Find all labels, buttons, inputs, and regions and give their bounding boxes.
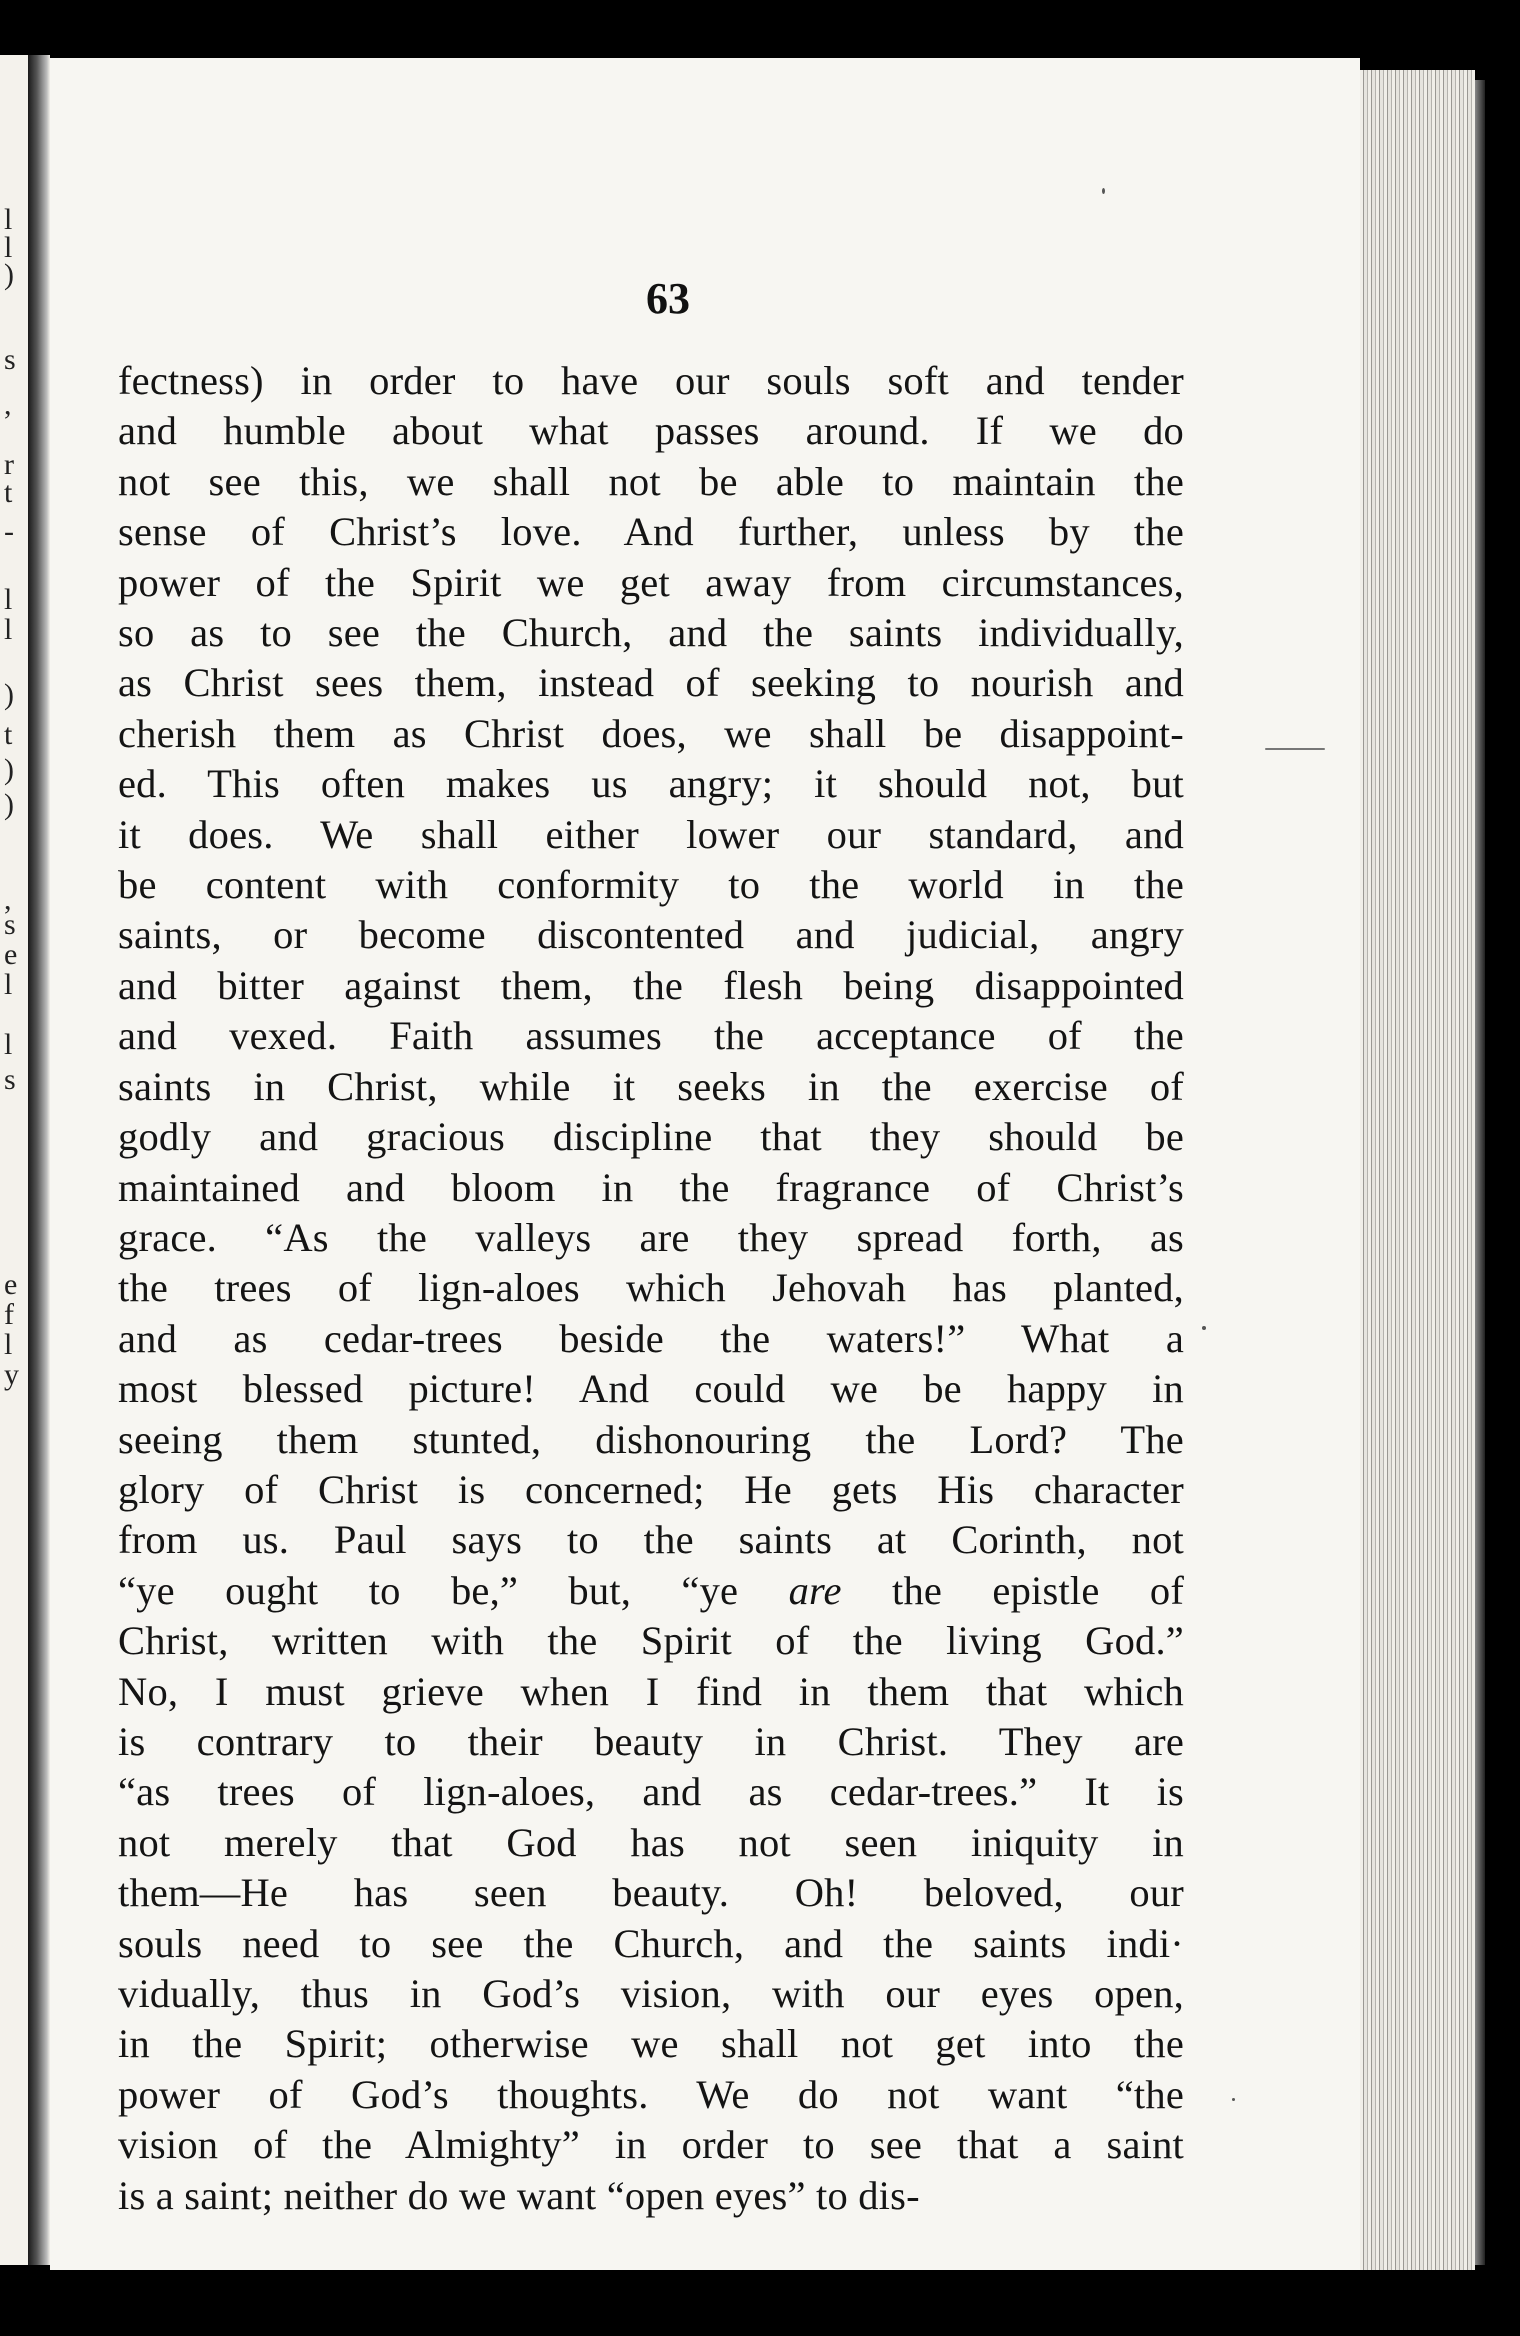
margin-fragment: ) [4, 258, 14, 291]
text-line: it does. We shall either lower our standard, and [118, 811, 1184, 857]
text-line: power of the Spirit we get away from circumstances, [118, 559, 1184, 605]
paper-speck [1232, 2098, 1235, 2101]
text-line: and bitter against them, the flesh being disappointed [118, 962, 1184, 1008]
text-line: ed. This often makes us angry; it should not, but [118, 761, 1184, 807]
paper-speck [1102, 188, 1105, 194]
text-line: most blessed picture! And could we be happy in [118, 1366, 1184, 1412]
book-gutter-shadow [28, 55, 50, 2265]
margin-fragment: l [4, 613, 13, 646]
margin-fragment: s [4, 908, 16, 941]
margin-fragment: y [4, 1358, 19, 1391]
text-line: sense of Christ’s love. And further, unless by the [118, 509, 1184, 555]
text-line: from us. Paul says to the saints at Corinth, not [118, 1517, 1184, 1563]
margin-fragment: ) [4, 678, 14, 711]
margin-fragment: r [4, 448, 14, 481]
text-line: and humble about what passes around. If we do [118, 408, 1184, 454]
text-line: be content with conformity to the world in the [118, 862, 1184, 908]
text-line: seeing them stunted, dishonouring the Lord? The [118, 1416, 1184, 1462]
margin-fragment: f [4, 1298, 14, 1331]
paper-mark [1265, 748, 1325, 750]
text-line: Christ, written with the Spirit of the living God.” [118, 1618, 1184, 1664]
margin-fragment: , [4, 883, 12, 916]
margin-fragment: l [4, 1328, 13, 1361]
margin-fragment: t [4, 476, 13, 509]
text-line: cherish them as Christ does, we shall be disappoint- [118, 710, 1184, 756]
margin-fragment: s [4, 343, 16, 376]
page-fore-edge [1360, 70, 1475, 2270]
text-line-with-italic [118, 1566, 1184, 1616]
text-line: the trees of lign-aloes which Jehovah has planted, [118, 1265, 1184, 1311]
body-paragraph [118, 356, 1184, 2221]
text-line: vision of the Almighty” in order to see that a saint [118, 2122, 1184, 2168]
text-line: in the Spirit; otherwise we shall not get into the [118, 2021, 1184, 2067]
margin-fragment: l [4, 968, 13, 1001]
text-line: and as cedar-trees beside the waters!” What a [118, 1315, 1184, 1361]
text-line: glory of Christ is concerned; He gets His character [118, 1466, 1184, 1512]
previous-page-edge [0, 55, 28, 2265]
italic-word: are [788, 1567, 842, 1613]
text-segment: “ye ought to be,” but, “ye [118, 1567, 789, 1613]
margin-fragment: ) [4, 788, 14, 821]
margin-fragment: e [4, 1268, 18, 1301]
text-line: and vexed. Faith assumes the acceptance of the [118, 1013, 1184, 1059]
text-line: them—He has seen beauty. Oh! beloved, our [118, 1870, 1184, 1916]
text-line: so as to see the Church, and the saints individually, [118, 610, 1184, 656]
margin-fragment: l [4, 583, 13, 616]
fore-edge-shadow [1475, 80, 1485, 2265]
margin-fragment: - [4, 515, 14, 548]
margin-fragment: t [4, 718, 13, 751]
margin-fragment: , [4, 388, 12, 421]
margin-fragment: e [4, 938, 18, 971]
text-line: saints in Christ, while it seeks in the exercise of [118, 1063, 1184, 1109]
text-line: as Christ sees them, instead of seeking to nourish and [118, 660, 1184, 706]
text-line: “as trees of lign-aloes, and as cedar-trees.” It is [118, 1769, 1184, 1815]
book-page [50, 58, 1360, 2270]
text-line: fectness) in order to have our souls soft and tender [118, 358, 1184, 403]
margin-fragment: l [4, 203, 13, 236]
text-line: saints, or become discontented and judicial, angry [118, 912, 1184, 958]
text-line: vidually, thus in God’s vision, with our eyes open, [118, 1971, 1184, 2016]
margin-fragment: s [4, 1063, 16, 1096]
text-line: grace. “As the valleys are they spread forth, as [118, 1214, 1184, 1260]
text-line: is contrary to their beauty in Christ. They are [118, 1718, 1184, 1764]
text-line: is a saint; neither do we want “open eyes” to dis- [118, 2172, 920, 2218]
text-line: power of God’s thoughts. We do not want “the [118, 2071, 1184, 2117]
page-number: 63 [646, 274, 690, 323]
margin-fragment: ) [4, 753, 14, 786]
text-line: not merely that God has not seen iniquity in [118, 1819, 1184, 1865]
margin-fragment: l [4, 231, 13, 264]
text-line: souls need to see the Church, and the saints indi· [118, 1920, 1184, 1966]
text-line: not see this, we shall not be able to maintain the [118, 458, 1184, 504]
text-line: No, I must grieve when I find in them that which [118, 1668, 1184, 1714]
text-line: godly and gracious discipline that they should be [118, 1114, 1184, 1160]
text-line: maintained and bloom in the fragrance of Christ’s [118, 1164, 1184, 1210]
margin-fragment: l [4, 1028, 13, 1061]
paper-speck [1202, 1326, 1206, 1330]
text-segment: the epistle of [841, 1567, 1185, 1613]
